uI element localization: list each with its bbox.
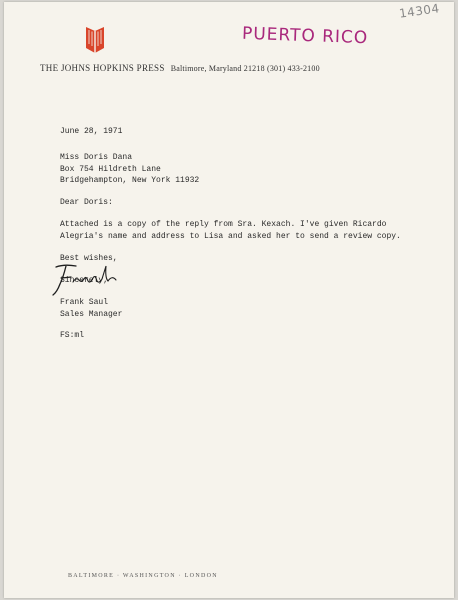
letterhead xyxy=(40,63,440,73)
typist-initials: FS:ml xyxy=(60,331,85,340)
body-line-1: Attached is a copy of the reply from Sra. Kexach. I've given Ricardo xyxy=(60,220,387,229)
handwritten-signature xyxy=(52,260,132,296)
handwritten-catalog-number: 14304 xyxy=(398,1,441,21)
recipient-street: Box 754 Hildreth Lane xyxy=(60,164,161,174)
footer-cities: BALTIMORE · WASHINGTON · LONDON xyxy=(68,573,218,579)
recipient-name: Miss Doris Dana xyxy=(60,153,133,162)
handwritten-title: PUERTO RICO xyxy=(241,23,369,49)
signer-name: Frank Saul xyxy=(60,298,109,307)
press-name: THE JOHNS HOPKINS PRESS xyxy=(40,63,165,73)
salutation: Dear Doris: xyxy=(60,198,113,207)
closing: Sincerely, xyxy=(60,276,109,285)
signer-title: Sales Manager xyxy=(60,309,123,319)
book-logo-icon xyxy=(83,26,107,54)
letter-page xyxy=(4,2,454,598)
press-address: Baltimore, Maryland 21218 (301) 433-2100 xyxy=(170,64,320,73)
letter-date: June 28, 1971 xyxy=(60,127,123,136)
best-wishes: Best wishes, xyxy=(60,254,118,263)
recipient-city: Bridgehampton, New York 11932 xyxy=(60,176,200,185)
body-line-2: Alegria's name and address to Lisa and asked her to send a review copy. xyxy=(60,231,401,241)
